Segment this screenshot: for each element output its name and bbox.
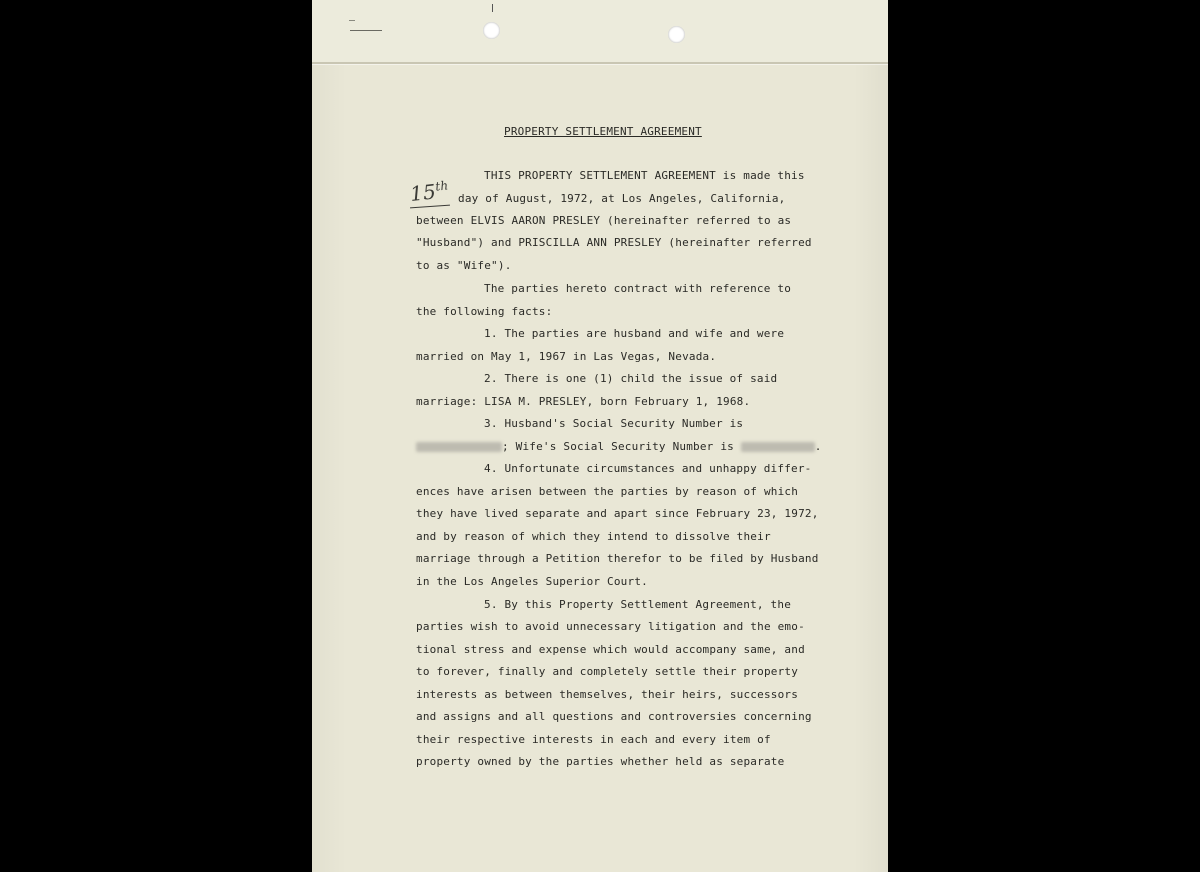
redacted-ssn-husband — [416, 442, 502, 452]
text-line: ; Wife's Social Security Number is — [502, 440, 734, 453]
text-line: THIS PROPERTY SETTLEMENT AGREEMENT is made this — [484, 169, 805, 182]
ssn-line-end: . — [814, 440, 822, 453]
text-line: marriage through a Petition therefor to be filed by Husband — [416, 552, 819, 565]
text-line: in the Los Angeles Superior Court. — [416, 575, 648, 588]
pencil-mark — [350, 30, 382, 31]
binding-strip — [312, 0, 888, 62]
text-line: the following facts: — [416, 305, 553, 318]
text-line: to as "Wife"). — [416, 259, 512, 272]
text-line: day of August, 1972, at Los Angeles, California, — [458, 192, 786, 205]
text-line: they have lived separate and apart since February 23, 1972, — [416, 507, 819, 520]
redacted-ssn-wife — [741, 442, 815, 452]
text-line: "Husband") and PRISCILLA ANN PRESLEY (hereinafter referred — [416, 236, 812, 249]
text-line: and by reason of which they intend to dissolve their — [416, 530, 771, 543]
handwritten-date — [409, 178, 450, 206]
text-line: 4. Unfortunate circumstances and unhappy differ- — [484, 462, 812, 475]
text-line: their respective interests in each and every item of — [416, 733, 771, 746]
text-line: 3. Husband's Social Security Number is — [484, 417, 744, 430]
tick-mark — [492, 4, 493, 12]
text-line: 2. There is one (1) child the issue of said — [484, 372, 778, 385]
handwritten-suffix: th — [434, 178, 449, 194]
text-line: parties wish to avoid unnecessary litigation and the emo- — [416, 620, 805, 633]
document-page — [312, 0, 888, 872]
text-line: and assigns and all questions and controversies concerning — [416, 710, 812, 723]
text-line: interests as between themselves, their heirs, successors — [416, 688, 799, 701]
text-line: 5. By this Property Settlement Agreement, the — [484, 598, 792, 611]
text-line: The parties hereto contract with reference to — [484, 282, 792, 295]
handwritten-day: 15 — [408, 179, 438, 206]
punch-hole-right — [668, 26, 685, 43]
text-line: between ELVIS AARON PRESLEY (hereinafter referred to as — [416, 214, 792, 227]
text-line: married on May 1, 1967 in Las Vegas, Nevada. — [416, 350, 717, 363]
pencil-dot — [349, 20, 355, 21]
text-line: marriage: LISA M. PRESLEY, born February 1, 1968. — [416, 395, 751, 408]
text-line: tional stress and expense which would accompany same, and — [416, 643, 805, 656]
binding-fold-line — [312, 62, 888, 64]
document-title: PROPERTY SETTLEMENT AGREEMENT — [504, 125, 702, 138]
text-line: ences have arisen between the parties by reason of which — [416, 485, 799, 498]
text-line: 1. The parties are husband and wife and were — [484, 327, 785, 340]
text-line: to forever, finally and completely settle their property — [416, 665, 799, 678]
ssn-line — [416, 440, 822, 454]
punch-hole-left — [483, 22, 500, 39]
text-line: property owned by the parties whether held as separate — [416, 755, 785, 768]
